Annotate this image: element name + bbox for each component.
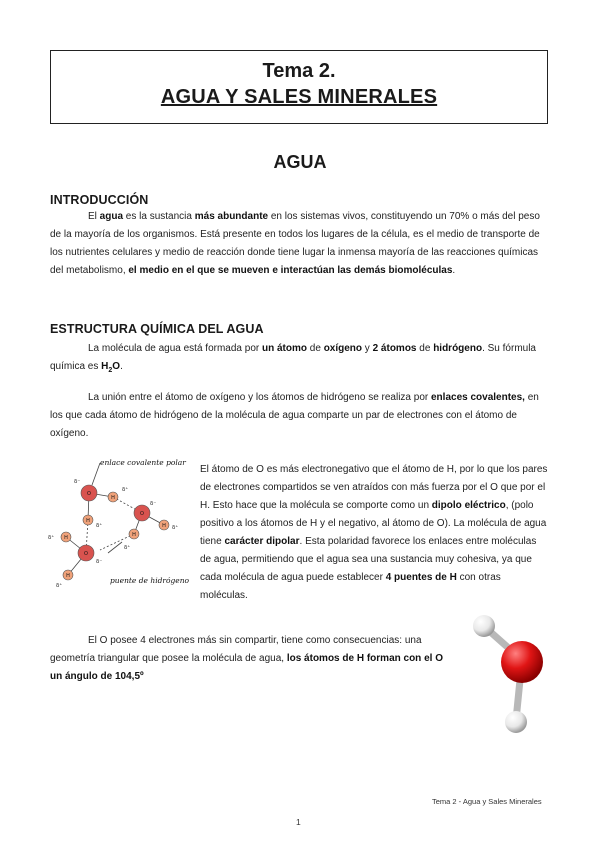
section-title: AGUA xyxy=(273,152,327,172)
delta-label: δ⁻ xyxy=(74,479,81,485)
page-number: 1 xyxy=(296,817,301,827)
structure-paragraph-1: La molécula de agua está formada por un átomo de oxígeno y 2 átomos de hidrógeno. Su fórmula química es $H_2O$. xyxy=(50,343,536,374)
delta-label: δ⁻ xyxy=(150,501,157,507)
atom-label: H xyxy=(111,495,115,501)
atom-label: H xyxy=(132,532,136,538)
water-molecule-model xyxy=(458,608,550,740)
structure-heading: ESTRUCTURA QUÍMICA DEL AGUA xyxy=(50,322,264,336)
delta-label: δ⁻ xyxy=(96,559,103,565)
delta-label: δ⁺ xyxy=(56,583,63,589)
structure-paragraph-2: La unión entre el átomo de oxígeno y los átomos de hidrógeno se realiza por enlaces covalentes, en los que cada átomo de hidrógeno de la molécula de agua comparte un par de electrones con el átomo de oxígeno. xyxy=(50,392,539,439)
intro-paragraph: El agua es la sustancia más abundante en los sistemas vivos, constituyendo un 70% o más del peso de la mayoría de los organismos. Está presente en todos los lugares de la célula, es el medio de transporte de los nutrientes celulares y medio de reacción donde tiene lugar la inmensa mayoría de las reacciones químicas del metabolismo, el medio en el que se mueven e interactúan las demás biomoléculas. xyxy=(50,211,540,276)
atom-label: H xyxy=(86,518,90,524)
atom-label: H xyxy=(162,523,166,529)
title-box xyxy=(50,50,548,124)
atom-label: O xyxy=(87,491,91,497)
hydrogen-bond-label: puente de hidrógeno xyxy=(110,576,190,585)
title-line-2: AGUA Y SALES MINERALES xyxy=(160,86,438,108)
title-line-1: Tema 2. xyxy=(262,60,336,82)
hydrogen-sphere xyxy=(473,615,495,637)
intro-heading: INTRODUCCIÓN xyxy=(50,193,149,207)
hydrogen-sphere xyxy=(505,711,527,733)
structure-paragraph-3: El átomo de O es más electronegativo que el átomo de H, por lo que los pares de electrones compartidos se ven atraídos con más fuerza por el O que por el H. Esto hace que la molécula se comporte como un dipolo eléctrico, (polo positivo a los átomos de H y el negativo, al átomo de O). La molécula de agua tiene carácter dipolar. Esta polaridad favorece los enlaces entre moléculas de agua, permitiendo que el agua sea una sustancia muy cohesiva, ya que cada molécula de agua puede establecer 4 puentes de H con otras moléculas. xyxy=(200,464,548,601)
atom-label: O xyxy=(84,551,88,557)
atom-label: O xyxy=(140,511,144,517)
delta-label: δ⁺ xyxy=(122,487,129,493)
hydrogen-bond-diagram xyxy=(40,455,198,595)
footer-text: Tema 2 - Agua y Sales Minerales xyxy=(432,797,542,806)
atom-label: H xyxy=(66,573,70,579)
structure-paragraph-4: El O posee 4 electrones más sin compartir, tiene como consecuencias: una geometría triangular que posee la molécula de agua, los átomos de H forman con el O un ángulo de 104,5º xyxy=(50,635,443,682)
covalent-bond-label: enlace covalente polar xyxy=(100,458,186,467)
delta-label: δ⁺ xyxy=(96,523,103,529)
delta-label: δ⁺ xyxy=(172,525,179,531)
oxygen-sphere xyxy=(501,641,543,683)
atom-label: H xyxy=(64,535,68,541)
delta-label: δ⁺ xyxy=(124,545,131,551)
delta-label: δ⁺ xyxy=(48,535,55,541)
